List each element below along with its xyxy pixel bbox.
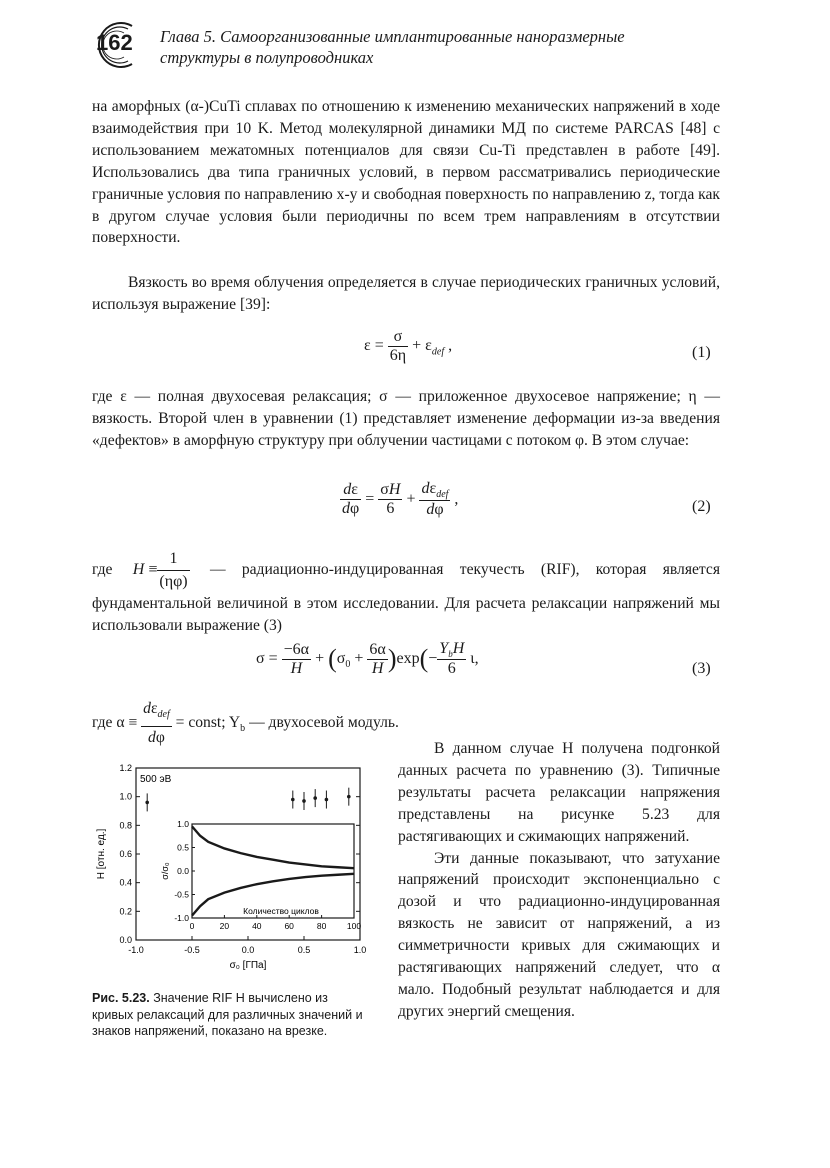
inset-x-tick-label: 20: [219, 921, 230, 931]
page-number: 162: [96, 30, 133, 55]
inset-x-tick-label: 100: [346, 921, 362, 931]
equation-1-number: (1): [692, 344, 711, 361]
data-point: [291, 798, 295, 802]
inset-x-axis-label: Количество циклов: [243, 906, 319, 916]
y-axis-label: H [отн. ед.]: [96, 828, 107, 880]
alpha-definition: где α ≡ $\frac{d\varepsilon_{def}}{d\varphi}$ = const; $Y_b$ — двухосевой модуль.: [92, 700, 399, 747]
inset-x-tick-label: 60: [284, 921, 294, 931]
inset-plot: [160, 819, 361, 931]
x-tick-label: -1.0: [128, 945, 144, 955]
y-tick-label: 0.6: [119, 849, 132, 859]
paragraph-1: на аморфных (α-)CuTi сплавах по отношению к изменению механических напряжений в ходе взаимодействия при 10 K. Метод молекулярной динамики МД по системе PARCAS [48] с использованием межатомных потенциалов для связи Cu-Ti представлен в работе [49]. Использовались два типа граничных условий, в первом рассматривались периодические граничные условия по направлению x-y и свободная поверхность по направлению z, тогда как в другом случае условия были периодичны по всем трем направлениям в отсутствии поверхности.: [92, 98, 720, 247]
equation-2-number: (2): [692, 498, 711, 515]
paragraph-4: где H ≡ $\frac{1}{(\eta\varphi)}$ — радиационно-индуцированная текучесть (RIF), которая является фундаментальной величиной в этом исследовании. Для расчета релаксации напряжений мы использовали выражение (3): [92, 550, 721, 634]
right-paragraph-1: В данном случае H получена подгонкой данных расчета по уравнению (3). Типичные результаты расчета релаксации напряжения представлены на рисунке 5.23 для растягивающих и сжимающих напряжений.: [398, 740, 720, 845]
figure-caption: Рис. 5.23. Значение RIF H вычислено из кривых релаксаций для различных значений и знаков напряжений, показано на врезке.: [92, 991, 363, 1038]
h-definition: H ≡ $\frac{1}{(\eta\varphi)}$: [132, 550, 188, 590]
inset-frame: [192, 824, 354, 918]
running-header: [160, 26, 720, 68]
y-tick-label: 0.4: [119, 877, 132, 888]
inset-y-tick-label: -0.5: [174, 889, 189, 900]
inset-x-tick-label: 0: [189, 921, 195, 931]
equation-2: $\frac{d\varepsilon}{d\varphi}$ = $\frac{\sigma H}{6}$ + $\frac{d\varepsilon_{def}}{d\varphi}$ ,: [342, 480, 459, 519]
inset-y-tick-label: 0.5: [177, 842, 189, 853]
equation-3-number: (3): [692, 660, 711, 677]
data-point: [302, 799, 306, 803]
figure-5-23: [92, 760, 382, 985]
y-tick-label: 0.0: [119, 935, 132, 945]
inset-y-tick-label: -1.0: [174, 913, 189, 923]
x-tick-label: -0.5: [184, 945, 200, 955]
x-tick-label: 1.0: [353, 945, 367, 955]
inset-y-tick-label: 1.0: [177, 819, 189, 829]
chapter-title-line2: структуры в полупроводниках: [160, 48, 374, 67]
data-point: [347, 795, 351, 799]
data-point: [313, 796, 317, 800]
page-number-badge: [88, 20, 138, 70]
inset-y-axis-label: σ/σ₀: [160, 862, 170, 880]
inset-x-tick-label: 40: [252, 921, 262, 931]
y-tick-label: 0.2: [119, 906, 132, 917]
paragraph-2: Вязкость во время облучения определяется в случае периодических граничных условий, используя выражение [39]:: [92, 274, 720, 313]
data-point: [145, 801, 149, 805]
y-tick-label: 0.8: [119, 820, 132, 831]
x-axis-label: σ₀ [ГПа]: [229, 960, 267, 971]
equation-3: σ = $\frac{-6\alpha}{H}$ + ($\sigma_0$ + $\frac{6\alpha}{H}$ )exp(− $\frac{Y_bH}{6}$ ι,: [256, 640, 479, 678]
data-point: [325, 798, 329, 802]
y-tick-label: 1.2: [119, 763, 132, 773]
x-tick-label: 0.5: [297, 945, 311, 955]
right-column-text: [398, 738, 720, 1023]
inset-x-tick-label: 80: [316, 921, 327, 931]
paragraph-3: где ε — полная двухосевая релаксация; σ — приложенное двухосевое напряжение; η — вязкость. Второй член в уравнении (1) представляет изменение деформации из-за введения «дефектов» в аморфную структуру при облучении частицами с потоком φ. В этом случае:: [92, 388, 720, 449]
right-paragraph-2: Эти данные показывают, что затухание напряжений происходит экспоненциально с дозой и что радиационно-индуцированная вязкость не зависит от напряжений, а из симметричности кривых для сжимающих и растягивающих напряжений следует, что α мало. Подобный результат наблюдается и для других энергий смещения.: [398, 849, 720, 1020]
x-tick-label: 0.0: [241, 945, 255, 955]
y-tick-label: 1.0: [119, 791, 132, 802]
inset-y-tick-label: 0.0: [177, 866, 189, 876]
equation-1: ε = $\frac{\sigma}{6\eta}$ + $\varepsilon_{def}$ ,: [364, 328, 453, 364]
annotation-label: 500 эВ: [140, 774, 172, 785]
chapter-title-line1: Глава 5. Самоорганизованные имплантированные наноразмерные: [160, 27, 625, 46]
